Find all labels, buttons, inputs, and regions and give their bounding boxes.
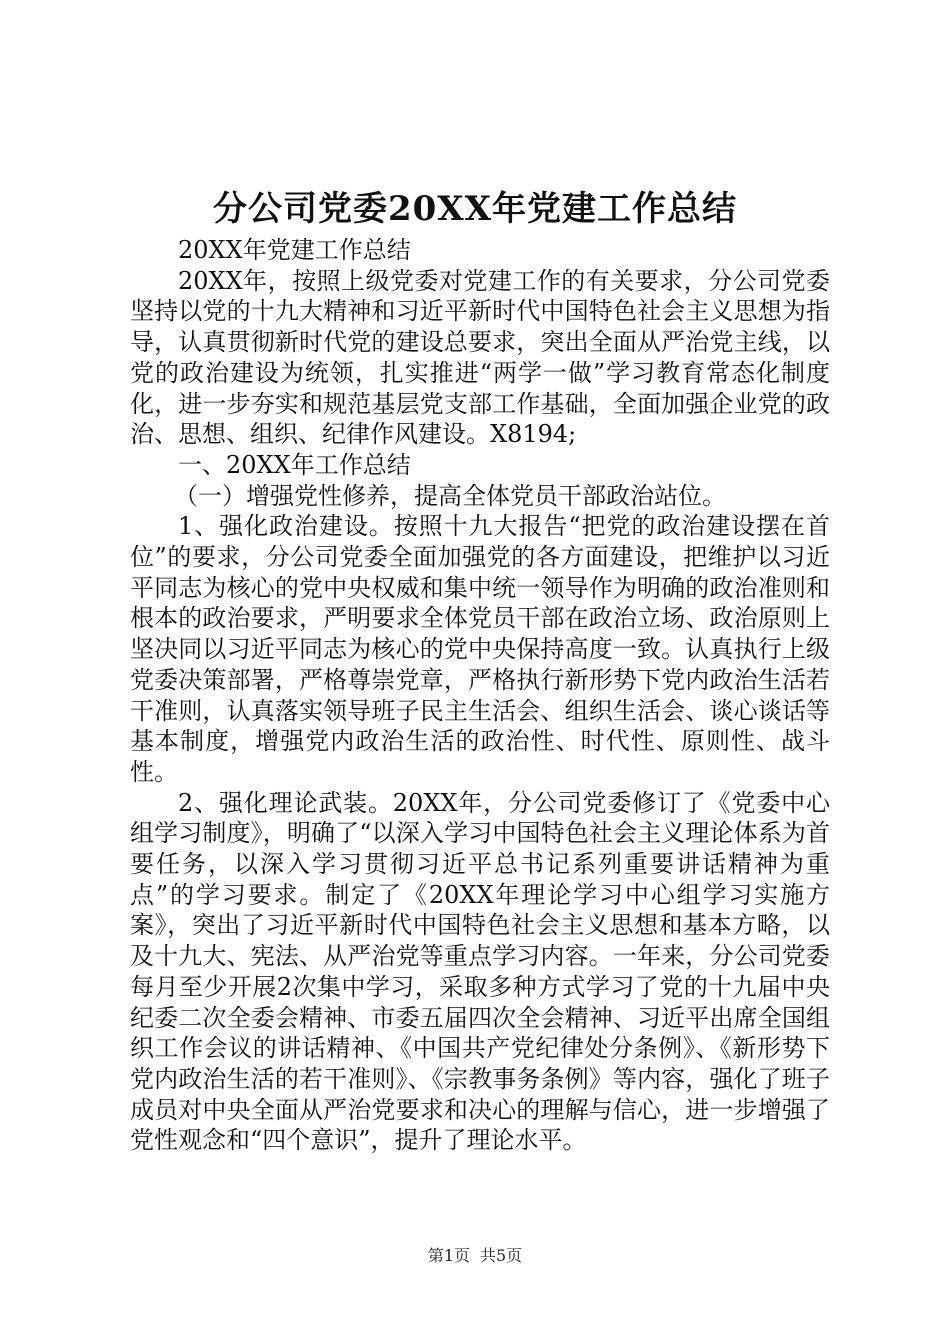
body-paragraph: 1、强化政治建设。按照十九大报告“把党的政治建设摆在首位”的要求，分公司党委全面加强党的各方面建设，把维护以习近平同志为核心的党中央权威和集中统一领导作为明确的政治准则和根本的政治要求，严明要求全体党员干部在政治立场、政治原则上坚决同以习近平同志为核心的党中央保持高度一致。认真执行上级党委决策部署，严格尊崇党章，严格执行新形势下党内政治生活若干准则，认真落实领导班子民主生活会、组织生活会、谈心谈话等基本制度，增强党内政治生活的政治性、时代性、原则性、战斗性。 bbox=[130, 512, 830, 786]
subsection-heading: （一）增强党性修养，提高全体党员干部政治站位。 bbox=[174, 481, 726, 510]
document-body bbox=[130, 235, 830, 1156]
body-paragraph: 2、强化理论武装。20XX年，分公司党委修订了《党委中心组学习制度》，明确了“以深入学习中国特色社会主义理论体系为首要任务，以深入学习贯彻习近平总书记系列重要讲话精神为重点”的学习要求。制定了《20XX年理论学习中心组学习实施方案》，突出了习近平新时代中国特色社会主义思想和基本方略，以及十九大、宪法、从严治党等重点学习内容。一年来，分公司党委每月至少开展2次集中学习，采取多种方式学习了党的十九届中央纪委二次全委会精神、市委五届四次全会精神、习近平出席全国组织工作会议的讲话精神、《中国共产党纪律处分条例》、《新形势下党内政治生活的若干准则》、《宗教事务条例》等内容，强化了班子成员对中央全面从严治党要求和决心的理解与信心，进一步增强了党性观念和“四个意识”，提升了理论水平。 bbox=[130, 788, 830, 1155]
page-number: 第1页 bbox=[427, 1246, 470, 1265]
section-heading: 一、20XX年工作总结 bbox=[178, 450, 411, 479]
page-footer bbox=[0, 1244, 950, 1268]
subtitle-paragraph: 20XX年党建工作总结 bbox=[178, 236, 411, 264]
document-title: 分公司党委20XX年党建工作总结 bbox=[212, 189, 738, 229]
page-total: 共5页 bbox=[480, 1246, 523, 1265]
intro-paragraph: 20XX年，按照上级党委对党建工作的有关要求，分公司党委坚持以党的十九大精神和习近平新时代中国特色社会主义思想为指导，认真贯彻新时代党的建设总要求，突出全面从严治党主线，以党的政治建设为统领，扎实推进“两学一做”学习教育常态化制度化，进一步夯实和规范基层党支部工作基础，全面加强企业党的政治、思想、组织、纪律作风建设。X8194; bbox=[130, 266, 830, 449]
